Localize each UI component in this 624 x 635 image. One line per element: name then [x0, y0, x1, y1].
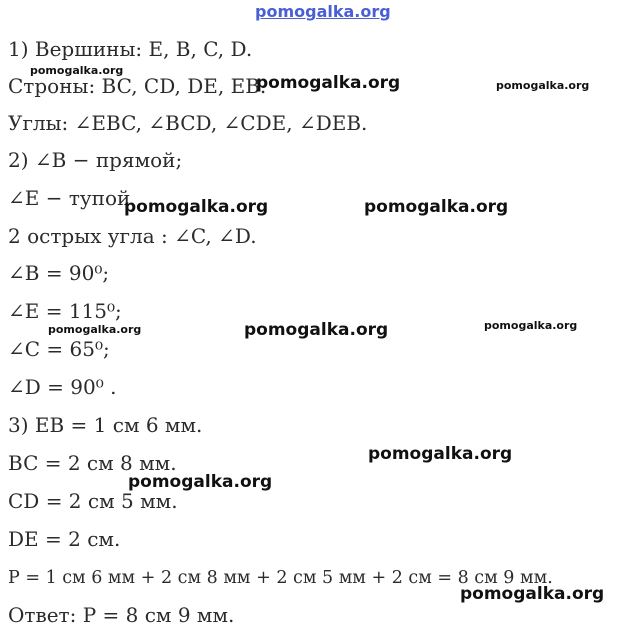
solution-line-4: 2) ∠B − прямой;: [8, 148, 183, 172]
watermark: pomogalka.org: [244, 320, 389, 340]
solution-line-1: 1) Вершины: E, B, C, D.: [8, 37, 253, 61]
watermark: pomogalka.org: [128, 472, 273, 492]
solution-line-6: 2 острых угла : ∠C, ∠D.: [8, 224, 257, 248]
solution-line-16: Ответ: P = 8 см 9 мм.: [8, 603, 235, 627]
solution-line-2: Строны: BC, CD, DE, EB.: [8, 74, 267, 98]
watermark: pomogalka.org: [30, 64, 124, 77]
solution-line-11: 3) EB = 1 см 6 мм.: [8, 413, 203, 437]
solution-line-12: BC = 2 см 8 мм.: [8, 451, 177, 475]
watermark: pomogalka.org: [48, 323, 142, 336]
watermark: pomogalka.org: [368, 444, 513, 464]
watermark: pomogalka.org: [124, 197, 269, 217]
solution-line-15: P = 1 см 6 мм + 2 см 8 мм + 2 см 5 мм + 2 см = 8 см 9 мм.: [8, 568, 553, 588]
solution-line-9: ∠C = 65⁰;: [8, 337, 110, 361]
site-link-header[interactable]: pomogalka.org: [255, 2, 391, 21]
solution-line-14: DE = 2 см.: [8, 527, 121, 551]
solution-line-5: ∠E − тупой: [8, 186, 131, 210]
solution-line-3: Углы: ∠EBC, ∠BCD, ∠CDE, ∠DEB.: [8, 111, 368, 135]
watermark: pomogalka.org: [460, 584, 605, 604]
watermark: pomogalka.org: [496, 79, 590, 92]
watermark: pomogalka.org: [256, 73, 401, 93]
solution-line-8: ∠E = 115⁰;: [8, 299, 122, 323]
watermark: pomogalka.org: [364, 197, 509, 217]
solution-line-10: ∠D = 90⁰ .: [8, 375, 117, 399]
watermark: pomogalka.org: [484, 319, 578, 332]
solution-line-13: CD = 2 см 5 мм.: [8, 489, 178, 513]
solution-line-7: ∠B = 90⁰;: [8, 261, 110, 285]
